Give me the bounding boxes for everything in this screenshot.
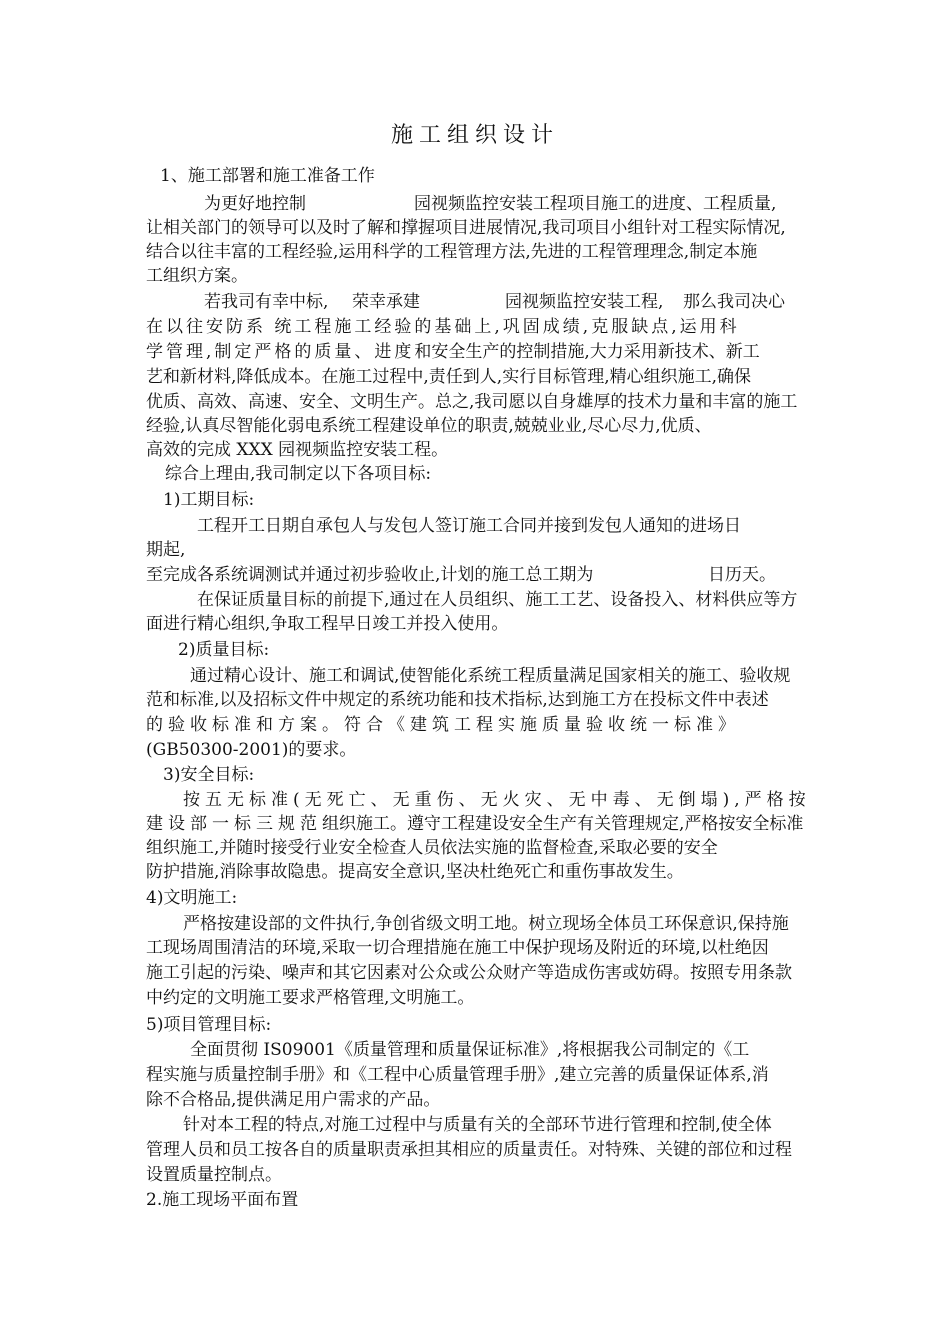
p1-line-2: 让相关部门的领导可以及时了解和撑握项目进展情况,我司项目小组针对工程实际情况, — [146, 218, 786, 238]
goal-5-line-5: 管理人员和员工按各自的质量职责承担其相应的质量责任。对特殊、关键的部位和过程 — [146, 1140, 792, 1160]
goal-3-line-1: 按五无标准(无死亡、无重伤、无火灾、无中毒、无倒塌),严格按 — [183, 790, 811, 810]
summary-line: 综合上理由,我司制定以下各项目标: — [165, 464, 432, 484]
goal-1-line-3a: 至完成各系统调测试并通过初步验收止,计划的施工总工期为 — [146, 565, 594, 585]
p1-line-4: 工组织方案。 — [146, 266, 248, 286]
goal-3-line-2b: 组织施工。遵守工程建设安全生产有关管理规定,严格按安全标准 — [322, 814, 804, 834]
p2-line-1d: 那么我司决心 — [683, 292, 785, 312]
goal-5-heading: 5)项目管理目标: — [146, 1015, 272, 1035]
goal-3-line-3: 组织施工,并随时接受行业安全检查人员依法实施的监督检查,采取必要的安全 — [146, 838, 718, 858]
goal-1-line-1: 工程开工日期自承包人与发包人签订施工合同并接到发包人通知的进场日 — [197, 516, 741, 536]
p1-line-3: 结合以往丰富的工程经验,运用科学的工程管理方法,先进的工程管理理念,制定本施 — [146, 242, 758, 262]
goal-2-line-3: 的验收标准和方案。符合《建筑工程实施质量验收统一标准》 — [146, 715, 740, 735]
p2-line-3 — [146, 340, 760, 364]
p2-line-1a: 若我司有幸中标, — [204, 292, 329, 312]
p2-line-1c: 园视频监控安装工程, — [505, 292, 664, 312]
goal-3-line-2 — [146, 812, 803, 836]
goal-5-line-2: 程实施与质量控制手册》和《工程中心质量管理手册》,建立完善的质量保证体系,消 — [146, 1065, 769, 1085]
goal-4-heading: 4)文明施工: — [146, 888, 238, 908]
p1-line-1a: 为更好地控制 — [204, 194, 306, 214]
goal-5-line-3: 除不合格品,提供满足用户需求的产品。 — [146, 1090, 441, 1110]
goal-5-line-4: 针对本工程的特点,对施工过程中与质量有关的全部环节进行管理和控制,使全体 — [183, 1115, 772, 1135]
p2-line-1b: 荣幸承建 — [352, 292, 420, 312]
p2-line-6: 经验,认真尽智能化弱电系统工程建设单位的职责,兢兢业业,尽心尽力,优质、 — [146, 416, 712, 436]
goal-1-line-4: 在保证质量目标的前提下,通过在人员组织、施工工艺、设备投入、材料供应等方 — [197, 590, 798, 610]
goal-4-line-3: 施工引起的污染、噪声和其它因素对公众或公众财产等造成伤害或妨碍。按照专用条款 — [146, 963, 792, 983]
goal-2-heading: 2)质量目标: — [178, 640, 270, 660]
p2-line-7: 高效的完成 XXX 园视频监控安装工程。 — [146, 440, 449, 460]
goal-1-heading: 1)工期目标: — [163, 490, 255, 510]
page-title: 施工组织设计 — [390, 123, 559, 148]
goal-1-line-3b: 日历天。 — [708, 565, 776, 585]
goal-4-line-2: 工现场周围清洁的环境,采取一切合理措施在施工中保护现场及附近的环境,以杜绝因 — [146, 938, 769, 958]
goal-5-line-6: 设置质量控制点。 — [146, 1165, 282, 1185]
goal-1-line-2: 期起, — [146, 540, 186, 560]
section-2-heading: 2.施工现场平面布置 — [146, 1190, 299, 1210]
p2-line-5: 优质、高效、高速、安全、文明生产。总之,我司愿以自身雄厚的技术力量和丰富的施工 — [146, 392, 798, 412]
p2-line-4: 艺和新材料,降低成本。在施工过程中,责任到人,实行目标管理,精心组织施工,确保 — [146, 367, 752, 387]
goal-4-line-4: 中约定的文明施工要求严格管理,文明施工。 — [146, 988, 475, 1008]
goal-2-line-2: 范和标准,以及招标文件中规定的系统功能和技术指标,达到施工方在投标文件中表述 — [146, 690, 769, 710]
goal-3-heading: 3)安全目标: — [163, 765, 255, 785]
p2-line-3b: 和安全生产的控制措施,大力采用新技术、新工 — [414, 342, 760, 362]
p2-line-3a: 学管理,制定严格的质量、进度 — [146, 342, 415, 362]
p2-line-2: 在以往安防系 统工程施工经验的基础上,巩固成绩,克服缺点,运用科 — [146, 317, 740, 337]
goal-3-line-2a: 建设部一标三规范 — [146, 814, 322, 834]
goal-2-line-1: 通过精心设计、施工和调试,使智能化系统工程质量满足国家相关的施工、验收规 — [190, 666, 791, 686]
p1-line-1b: 园视频监控安装工程项目施工的进度、工程质量, — [414, 194, 777, 214]
goal-3-line-4: 防护措施,消除事故隐患。提高安全意识,坚决杜绝死亡和重伤事故发生。 — [146, 862, 684, 882]
section-1-heading: 1、施工部署和施工准备工作 — [160, 166, 375, 186]
goal-5-line-1: 全面贯彻 IS09001《质量管理和质量保证标准》,将根据我公司制定的《工 — [190, 1040, 750, 1060]
goal-2-line-4: (GB50300-2001)的要求。 — [146, 740, 357, 760]
goal-1-line-5: 面进行精心组织,争取工程早日竣工并投入使用。 — [146, 614, 509, 634]
goal-4-line-1: 严格按建设部的文件执行,争创省级文明工地。树立现场全体员工环保意识,保持施 — [183, 914, 789, 934]
